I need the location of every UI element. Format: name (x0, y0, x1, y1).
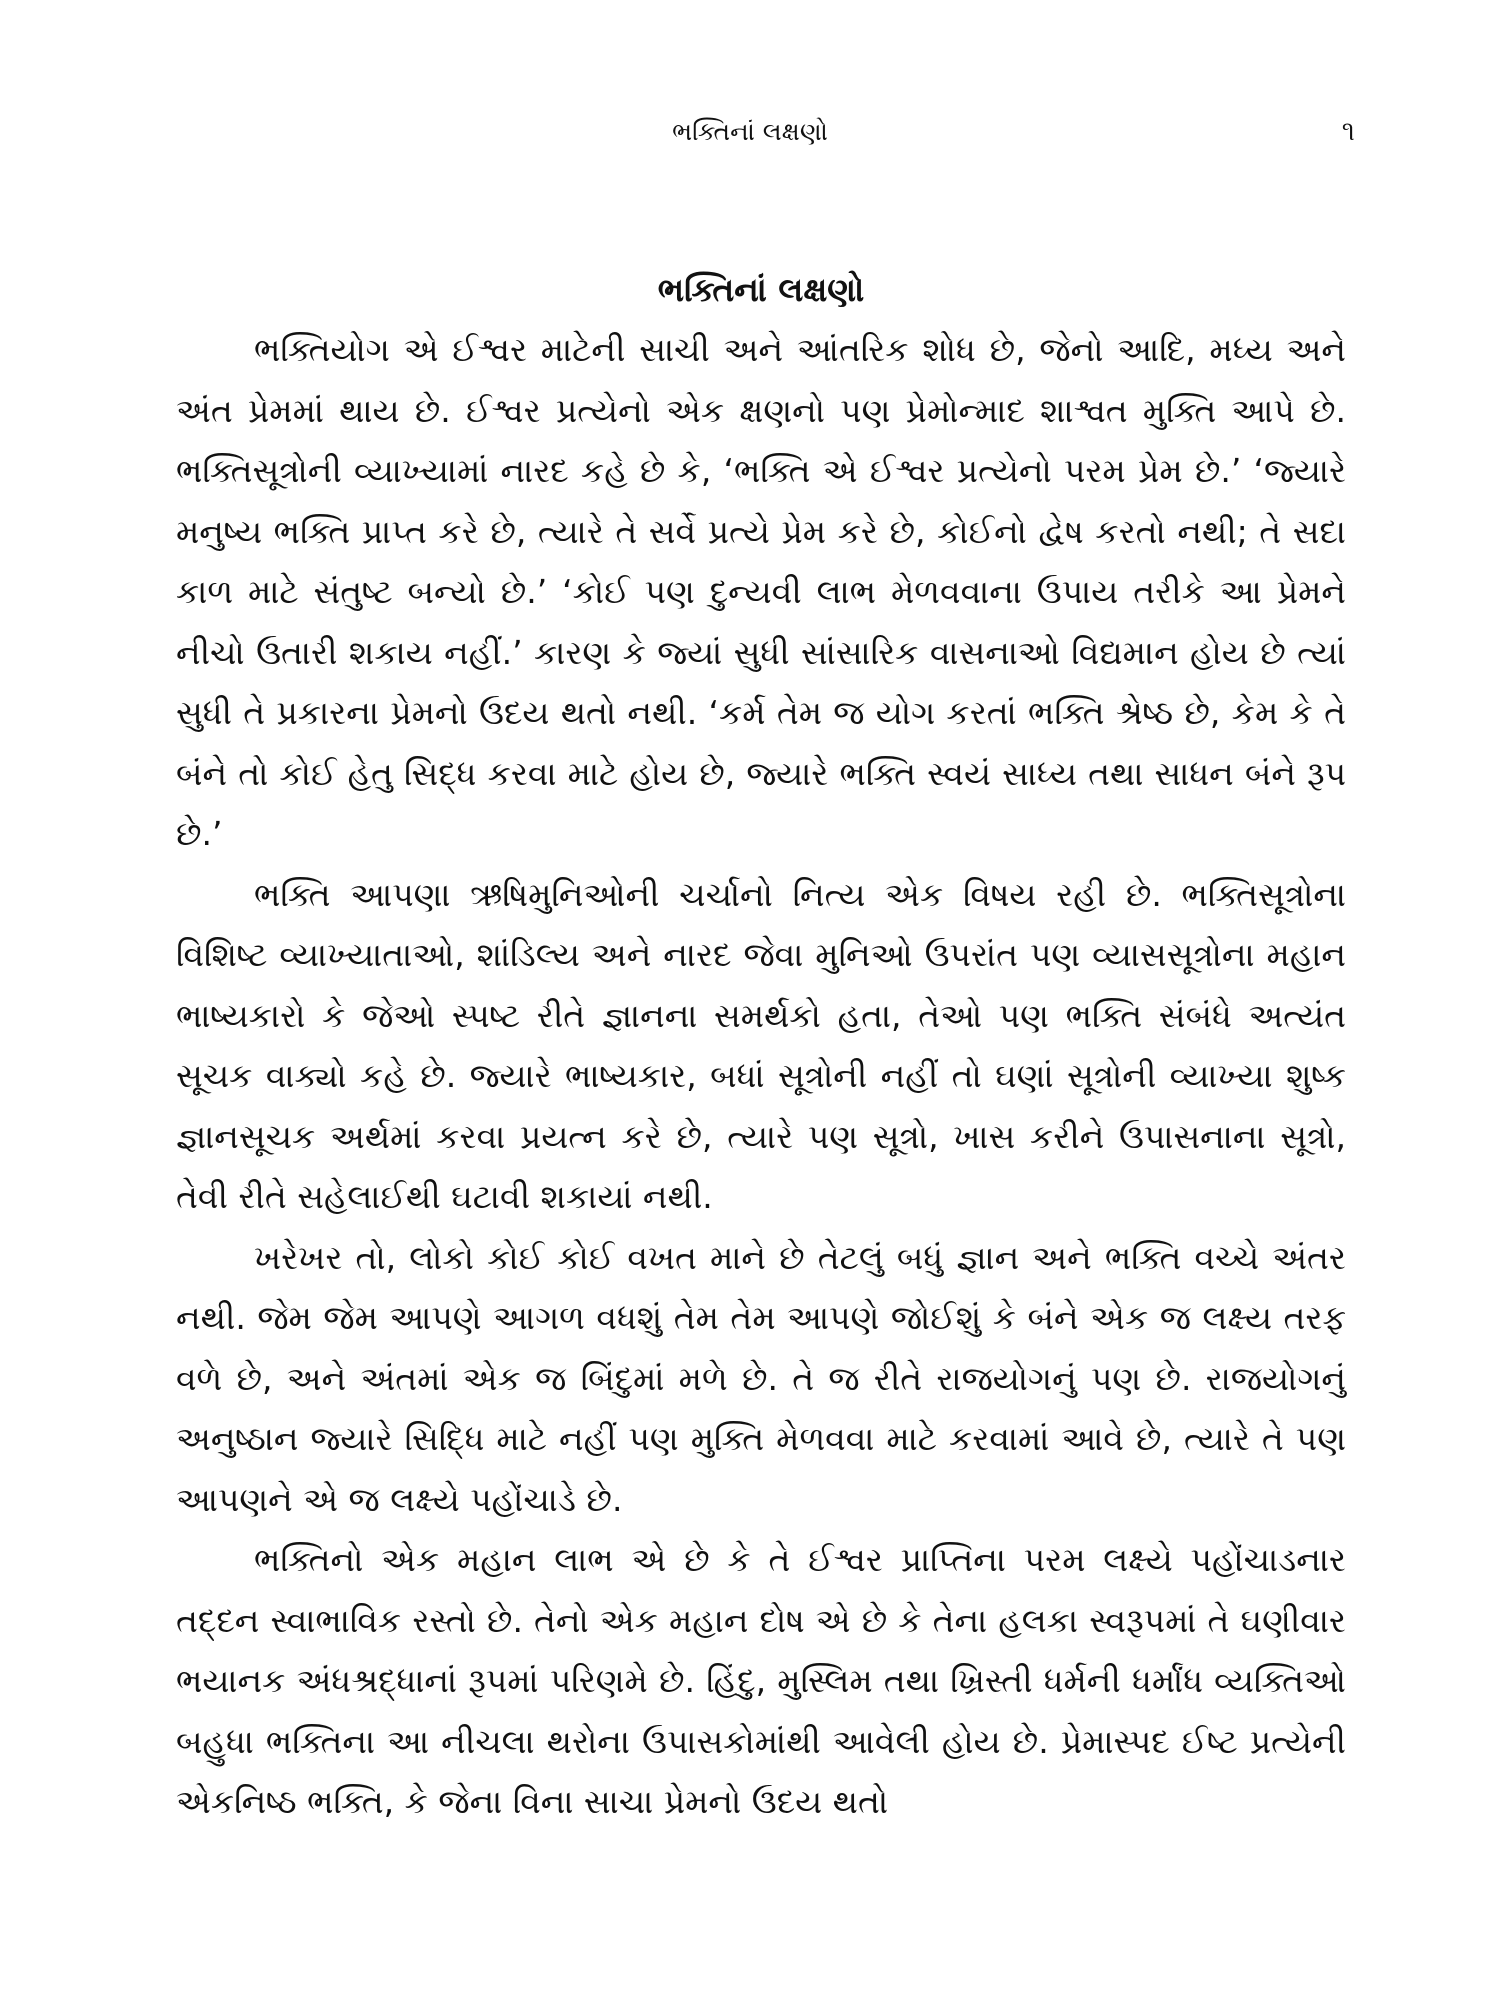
paragraph: ભક્તિ આપણા ઋષિમુનિઓની ચર્ચાનો નિત્ય એક વિષય રહી છે. ભક્તિસૂત્રોના વિશિષ્ટ વ્યાખ્યાતાઓ, શાંડિલ્ય અને નારદ જેવા મુનિઓ ઉપરાંત પણ વ્યાસસૂત્રોના મહાન ભાષ્યકારો કે જેઓ સ્પષ્ટ રીતે જ્ઞાનના સમર્થકો હતા, તેઓ પણ ભક્તિ સંબંધે અત્યંત સૂચક વાક્યો કહે છે. જ્યારે ભાષ્યકાર, બધાં સૂત્રોની નહીં તો ઘણાં સૂત્રોની વ્યાખ્યા શુષ્ક જ્ઞાનસૂચક અર્થમાં કરવા પ્રયત્ન કરે છે, ત્યારે પણ સૂત્રો, ખાસ કરીને ઉપાસનાના સૂત્રો, તેવી રીતે સહેલાઈથી ઘટાવી શકાયાં નથી. (176, 874, 1346, 1216)
paragraph: ભક્તિનો એક મહાન લાભ એ છે કે તે ઈશ્વર પ્રાપ્તિના પરમ લક્ષ્યે પહોંચાડનાર તદ્દન સ્વાભાવિક રસ્તો છે. તેનો એક મહાન દોષ એ છે કે તેના હલકા સ્વરૂપમાં તે ઘણીવાર ભયાનક અંધશ્રદ્ધાનાં રૂપમાં પરિણમે છે. હિંદુ, મુસ્લિમ તથા ખ્રિસ્તી ધર્મની ધર્માંધ વ્યક્તિઓ બહુધા ભક્તિના આ નીચલા થરોના ઉપાસકોમાંથી આવેલી હોય છે. પ્રેમાસ્પદ ઈષ્ટ પ્રત્યેની એકનિષ્ઠ ભક્તિ, કે જેના વિના સાચા પ્રેમનો ઉદય થતો (176, 1540, 1346, 1821)
page-number: ૧ (1341, 116, 1355, 147)
paragraph: ભક્તિયોગ એ ઈશ્વર માટેની સાચી અને આંતરિક શોધ છે, જેનો આદિ, મધ્ય અને અંત પ્રેમમાં થાય છે. ઈશ્વર પ્રત્યેનો એક ક્ષણનો પણ પ્રેમોન્માદ શાશ્વત મુક્તિ આપે છે. ભક્તિસૂત્રોની વ્યાખ્યામાં નારદ કહે છે કે, ‘ભક્તિ એ ઈશ્વર પ્રત્યેનો પરમ પ્રેમ છે.’ ‘જ્યારે મનુષ્ય ભક્તિ પ્રાપ્ત કરે છે, ત્યારે તે સર્વે પ્રત્યે પ્રેમ કરે છે, કોઈનો દ્વેષ કરતો નથી; તે સદા કાળ માટે સંતુષ્ટ બન્યો છે.’ ‘કોઈ પણ દુન્યવી લાભ મેળવવાના ઉપાય તરીકે આ પ્રેમને નીચો ઉતારી શકાય નહીં.’ કારણ કે જ્યાં સુધી સાંસારિક વાસનાઓ વિદ્યમાન હોય છે ત્યાં સુધી તે પ્રકારના પ્રેમનો ઉદય થતો નથી. ‘કર્મ તેમ જ યોગ કરતાં ભક્તિ શ્રેષ્ઠ છે, કેમ કે તે બંને તો કોઈ હેતુ સિદ્ધ કરવા માટે હોય છે, જ્યારે ભક્તિ સ્વયં સાધ્ય તથા સાધન બંને રૂપ છે.’ (176, 330, 1346, 853)
running-title: ભક્તિનાં લક્ષણો (672, 117, 828, 146)
chapter-title: ભક્તિનાં લક્ષણો (657, 270, 865, 309)
running-header (0, 112, 1500, 152)
paragraph: ખરેખર તો, લોકો કોઈ કોઈ વખત માને છે તેટલું બધું જ્ઞાન અને ભક્તિ વચ્ચે અંતર નથી. જેમ જેમ આપણે આગળ વધશું તેમ તેમ આપણે જોઈશું કે બંને એક જ લક્ષ્ય તરફ વળે છે, અને અંતમાં એક જ બિંદુમાં મળે છે. તે જ રીતે રાજયોગનું પણ છે. રાજયોગનું અનુષ્ઠાન જ્યારે સિદ્ધિ માટે નહીં પણ મુક્તિ મેળવવા માટે કરવામાં આવે છે, ત્યારે તે પણ આપણને એ જ લક્ષ્યે પહોંચાડે છે. (176, 1237, 1346, 1519)
page-body (176, 262, 1346, 1833)
